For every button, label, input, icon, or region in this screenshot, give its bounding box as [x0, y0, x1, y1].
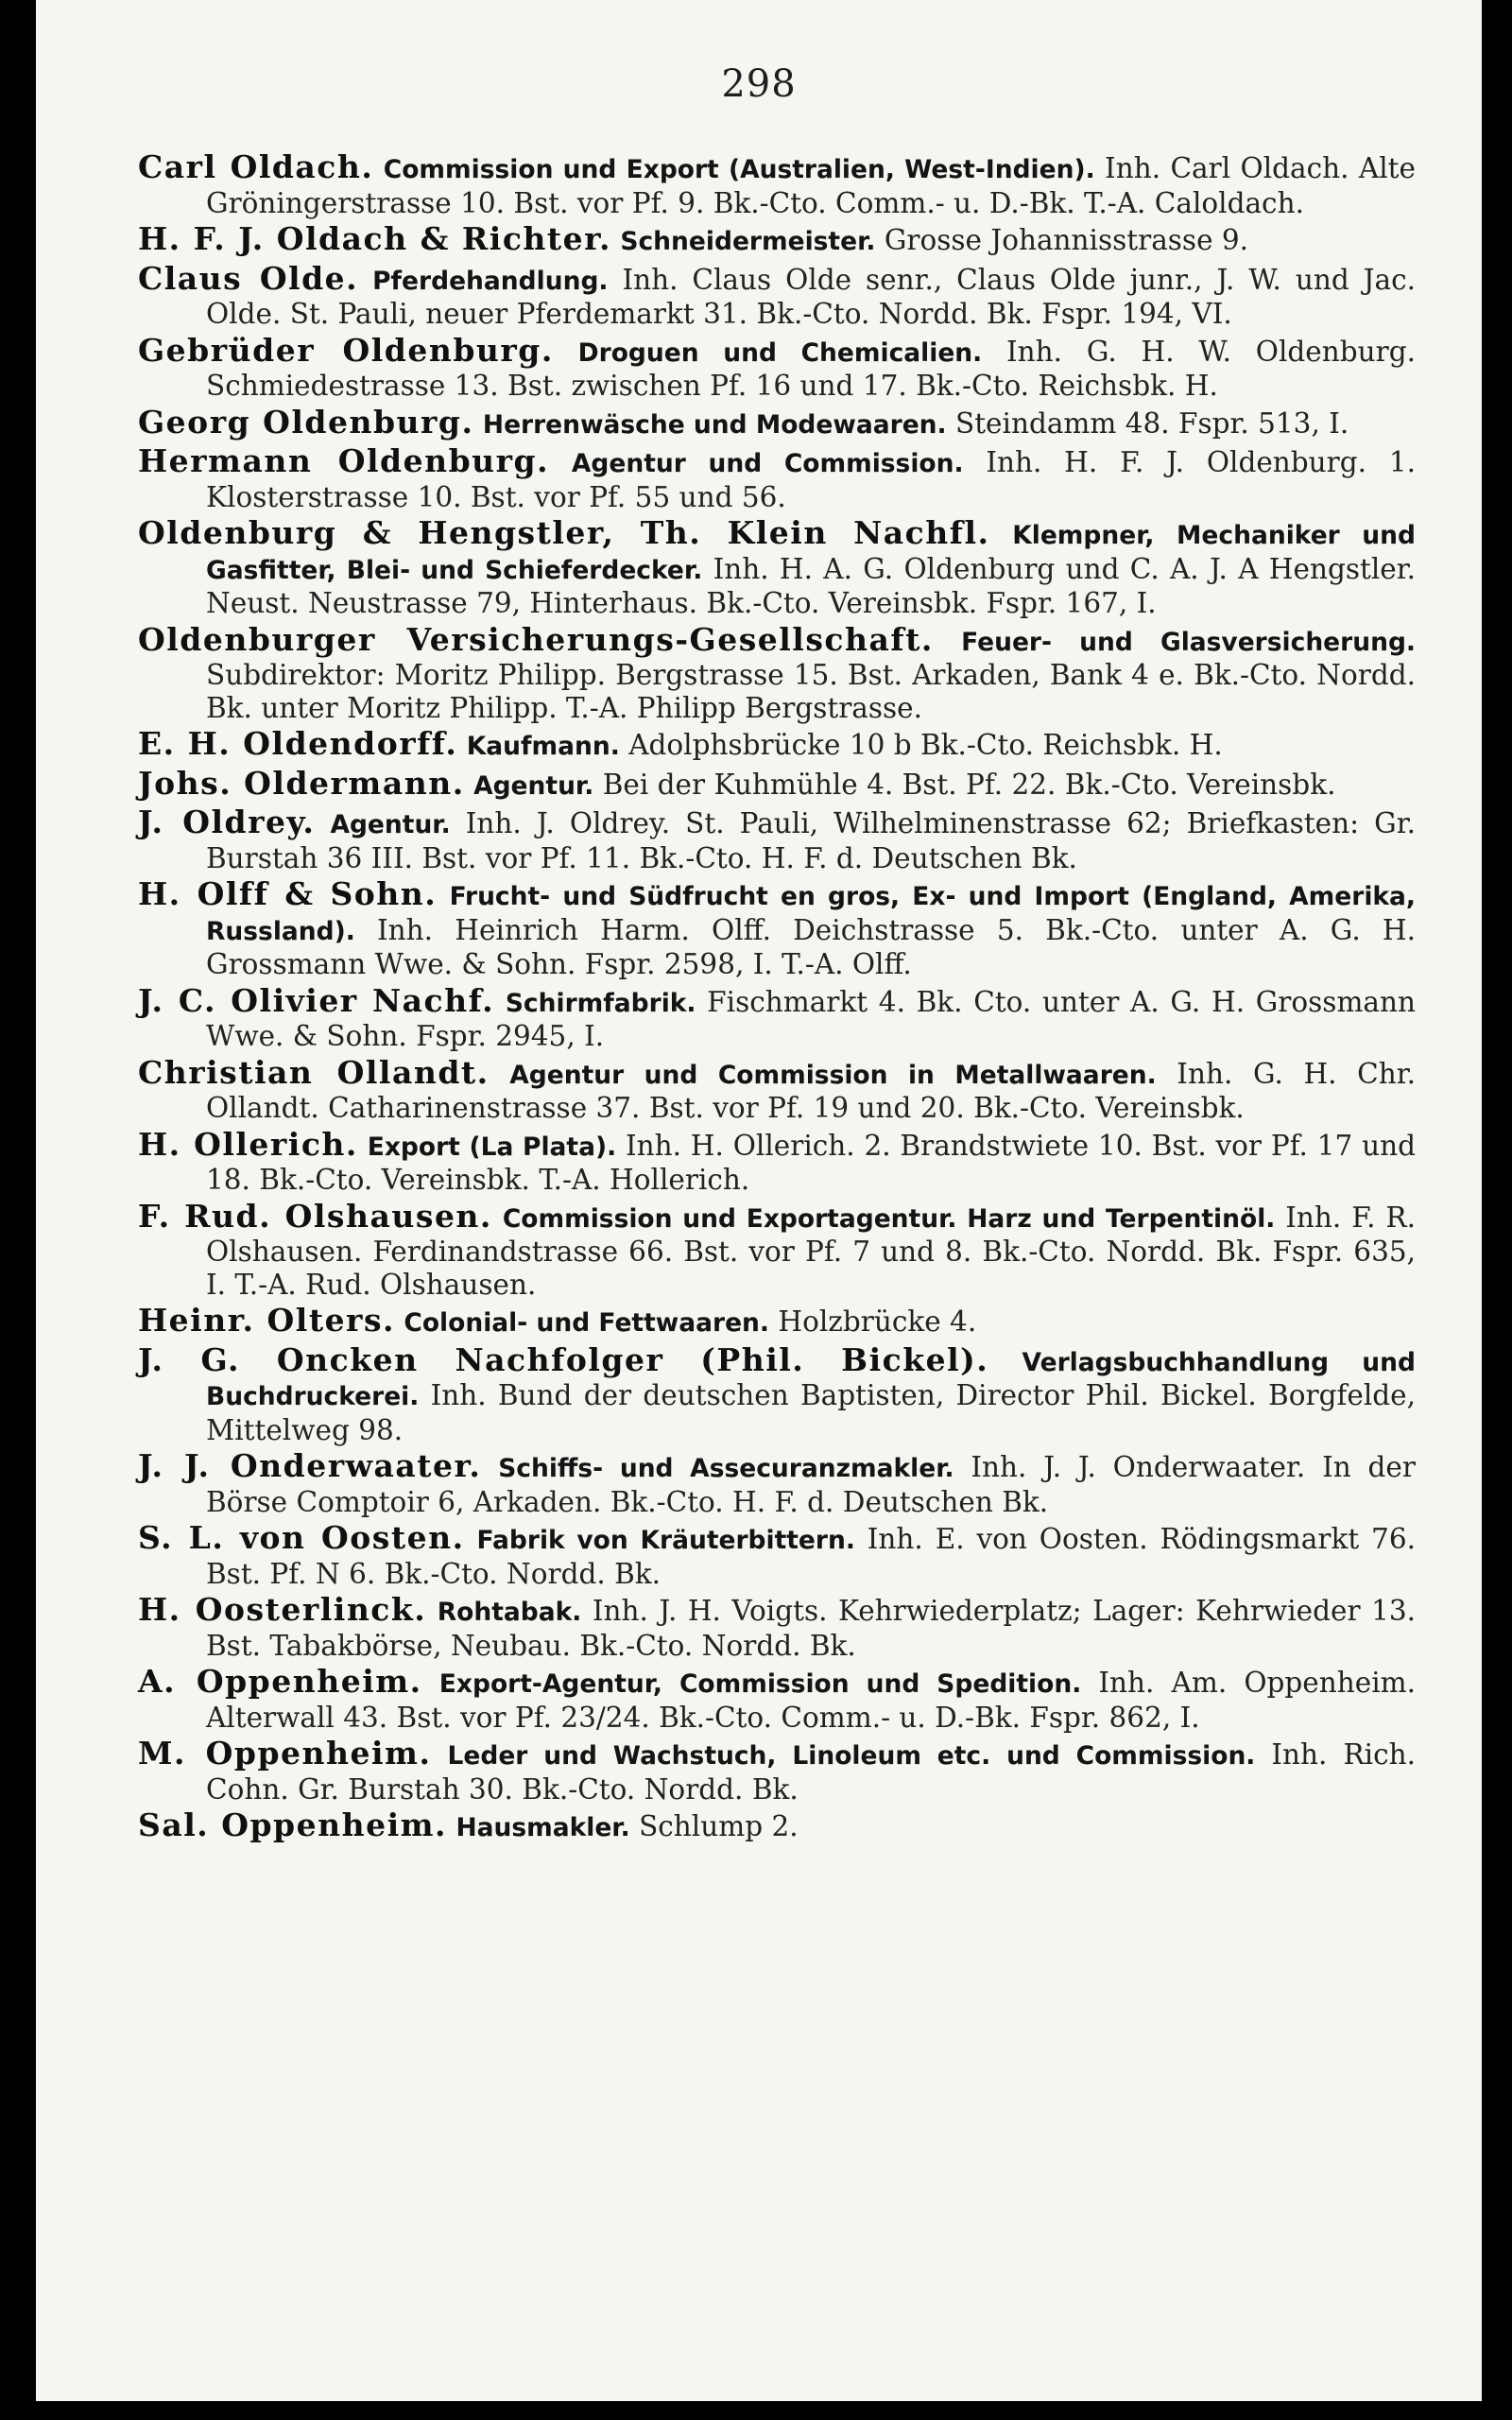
firm-details: Schlump 2.: [639, 1810, 799, 1842]
firm-name: Christian Ollandt.: [138, 1053, 490, 1091]
firm-details: Inh. Bund der deutschen Baptisten, Director Phil. Bickel. Borgfelde, Mittelweg 98.: [206, 1379, 1416, 1446]
firm-details: Inh. Claus Olde senr., Claus Olde junr., J. W. und Jac. Olde. St. Pauli, neuer Pferdemarkt 31. Bk.-Cto. Nordd. Bk. Fspr. 194, VI.: [206, 263, 1416, 330]
firm-trade: Fabrik von Kräuterbittern.: [476, 1526, 855, 1555]
firm-details: Inh. J. H. Voigts. Kehrwiederplatz; Lager: Kehrwieder 13. Bst. Tabakbörse, Neubau. Bk.-Cto. Nordd. Bk.: [206, 1595, 1416, 1662]
firm-name: Claus Olde.: [138, 259, 359, 297]
firm-trade: Rohtabak.: [437, 1598, 582, 1627]
firm-trade: Schneidermeister.: [620, 227, 876, 256]
firm-name: Sal. Oppenheim.: [138, 1806, 448, 1843]
firm-name: E. H. Oldendorff.: [138, 725, 458, 762]
firm-trade: Pferdehandlung.: [372, 266, 609, 296]
firm-name: J. Oldrey.: [138, 804, 316, 840]
directory-entry: [138, 875, 1416, 981]
page-number: 298: [721, 62, 797, 106]
firm-trade: Agentur und Commission in Metallwaaren.: [509, 1060, 1157, 1090]
directory-entry: [138, 148, 1416, 219]
firm-trade: Commission und Exportagentur. Harz und Terpentinöl.: [502, 1203, 1276, 1234]
directory-entry: [138, 1591, 1416, 1662]
firm-name: H. Oosterlinck.: [138, 1591, 427, 1628]
firm-name: F. Rud. Olshausen.: [138, 1197, 492, 1235]
directory-entry: [138, 1519, 1416, 1590]
directory-entry: [138, 259, 1416, 331]
firm-trade: Commission und Export (Australien, West-Indien).: [383, 155, 1095, 184]
firm-trade: Agentur und Commission.: [571, 449, 964, 478]
firm-name: H. Ollerich.: [138, 1125, 358, 1163]
firm-name: H. Olff & Sohn.: [138, 875, 438, 912]
firm-details: Inh. G. H. W. Oldenburg. Schmiedestrasse 13. Bst. zwischen Pf. 16 und 17. Bk.-Cto. Reichsbk. H.: [206, 335, 1416, 402]
directory-entry: [138, 1340, 1417, 1447]
firm-details: Inh. F. R. Olshausen. Ferdinandstrasse 66. Bst. vor Pf. 7 und 8. Bk.-Cto. Nordd. Bk. Fspr. 635, I. T.-A. Rud. Olshausen.: [206, 1201, 1416, 1301]
firm-trade: Verlagsbuchhandlung und Buchdruckerei.: [206, 1347, 1417, 1411]
directory-entry: [138, 1737, 1416, 1806]
directory-entry: [138, 1197, 1416, 1302]
firm-trade: Agentur.: [473, 770, 594, 801]
firm-details: Inh. J. Oldrey. St. Pauli, Wilhelminenstrasse 62; Briefkasten: Gr. Burstah 36 III. Bst. vor Pf. 11. Bk.-Cto. H. F. d. Deutschen Bk.: [206, 807, 1416, 874]
firm-details: Bei der Kuhmühle 4. Bst. Pf. 22. Bk.-Cto. Vereinsbk.: [602, 768, 1336, 801]
firm-name: Carl Oldach.: [138, 148, 374, 185]
firm-trade: Klempner, Mechaniker und Gasfitter, Blei- und Schieferdecker.: [206, 521, 1416, 585]
directory-entry: [138, 331, 1416, 403]
firm-details: Inh. H. A. G. Oldenburg und C. A. J. A Hengstler. Neust. Neustrasse 79, Hinterhaus. Bk.-Cto. Vereinsbk. Fspr. 167, I.: [206, 552, 1416, 619]
firm-details: Fischmarkt 4. Bk. Cto. unter A. G. H. Grossmann Wwe. & Sohn. Fspr. 2945, I.: [206, 985, 1417, 1052]
firm-trade: Export-Agentur, Commission und Spedition.: [438, 1669, 1082, 1699]
firm-name: A. Oppenheim.: [138, 1663, 422, 1700]
firm-name: M. Oppenheim.: [138, 1735, 432, 1772]
directory-entry: [138, 1806, 1416, 1845]
firm-details: Inh. Carl Oldach. Alte Gröningerstrasse 10. Bst. vor Pf. 9. Bk.-Cto. Comm.- u. D.-Bk. T.-A. Caloldach.: [206, 152, 1416, 219]
directory-entries: [138, 148, 1417, 1849]
directory-entry: [138, 620, 1416, 725]
firm-details: Inh. H. F. J. Oldenburg. 1. Klosterstrasse 10. Bst. vor Pf. 55 und 56.: [206, 446, 1416, 513]
firm-name: Hermann Oldenburg.: [138, 442, 550, 479]
firm-trade: Herrenwäsche und Modewaaren.: [482, 409, 947, 440]
directory-entry: [138, 764, 1416, 804]
firm-name: Heinr. Olters.: [138, 1302, 396, 1339]
firm-details: Inh. Rich. Cohn. Gr. Burstah 30. Bk.-Cto. Nordd. Bk.: [206, 1738, 1416, 1806]
firm-details: Inh. J. J. Onderwaater. In der Börse Comptoir 6, Arkaden. Bk.-Cto. H. F. d. Deutschen Bk.: [206, 1451, 1416, 1518]
directory-entry: [138, 981, 1417, 1053]
directory-entry: [138, 1663, 1416, 1734]
firm-details: Inh. Heinrich Harm. Olff. Deichstrasse 5. Bk.-Cto. unter A. G. H. Grossmann Wwe. & Sohn. Fspr. 2598, I. T.-A. Olff.: [206, 913, 1416, 980]
directory-entry: [138, 403, 1416, 442]
firm-name: S. L. von Oosten.: [138, 1519, 465, 1556]
firm-details: Subdirektor: Moritz Philipp. Bergstrasse 15. Bst. Arkaden, Bank 4 e. Bk.-Cto. Nordd. Bk. unter Moritz Philipp. T.-A. Philipp Bergstrasse.: [206, 659, 1416, 724]
directory-entry: [138, 1053, 1416, 1125]
firm-name: Oldenburger Versicherungs-Gesellschaft.: [138, 620, 934, 658]
firm-trade: Colonial- und Fettwaaren.: [404, 1308, 769, 1338]
firm-name: H. F. J. Oldach & Richter.: [138, 220, 611, 257]
firm-name: Johs. Oldermann.: [138, 764, 465, 802]
firm-details: Holzbrücke 4.: [778, 1305, 977, 1338]
directory-entry: [138, 442, 1416, 513]
firm-name: J. J. Onderwaater.: [138, 1447, 482, 1484]
directory-entry: [138, 220, 1416, 259]
directory-entry: [138, 725, 1416, 764]
firm-name: J. G. Oncken Nachfolger (Phil. Bickel).: [138, 1340, 989, 1378]
directory-entry: [138, 1302, 1416, 1340]
firm-details: Inh. E. von Oosten. Rödingsmarkt 76. Bst. Pf. N 6. Bk.-Cto. Nordd. Bk.: [206, 1523, 1416, 1590]
firm-name: J. C. Olivier Nachf.: [138, 981, 495, 1019]
firm-name: Oldenburg & Hengstler, Th. Klein Nachfl.: [138, 514, 990, 551]
firm-name: Georg Oldenburg.: [138, 403, 474, 441]
firm-trade: Export (La Plata).: [367, 1132, 617, 1162]
firm-trade: Schiffs- und Assecuranzmakler.: [498, 1454, 954, 1483]
directory-entry: [138, 806, 1416, 874]
directory-entry: [138, 1447, 1416, 1518]
directory-entry: [138, 514, 1416, 620]
firm-trade: Feuer- und Glasversicherung.: [961, 627, 1416, 657]
firm-details: Inh. Am. Oppenheim. Alterwall 43. Bst. vor Pf. 23/24. Bk.-Cto. Comm.- u. D.-Bk. Fspr. 862, I.: [206, 1667, 1416, 1734]
firm-details: Grosse Johannisstrasse 9.: [884, 224, 1249, 256]
firm-name: Gebrüder Oldenburg.: [138, 331, 554, 369]
firm-details: Inh. G. H. Chr. Ollandt. Catharinenstrasse 37. Bst. vor Pf. 19 und 20. Bk.-Cto. Vereinsbk.: [206, 1057, 1416, 1124]
directory-page: [36, 0, 1482, 2401]
firm-trade: Schirmfabrik.: [505, 988, 696, 1018]
firm-details: Adolphsbrücke 10 b Bk.-Cto. Reichsbk. H.: [628, 729, 1223, 761]
firm-trade: Droguen und Chemicalien.: [577, 337, 983, 368]
firm-trade: Kaufmann.: [466, 732, 620, 761]
firm-trade: Frucht- und Südfrucht en gros, Ex- und Import (England, Amerika, Russland).: [206, 882, 1416, 946]
directory-entry: [138, 1125, 1416, 1197]
firm-details: Steindamm 48. Fspr. 513, I.: [954, 406, 1349, 440]
firm-trade: Hausmakler.: [455, 1813, 630, 1842]
firm-trade: Leder und Wachstuch, Linoleum etc. und Commission.: [447, 1741, 1256, 1771]
firm-trade: Agentur.: [330, 810, 451, 839]
firm-details: Inh. H. Ollerich. 2. Brandstwiete 10. Bst. vor Pf. 17 und 18. Bk.-Cto. Vereinsbk. T.-A. Hollerich.: [206, 1129, 1416, 1196]
